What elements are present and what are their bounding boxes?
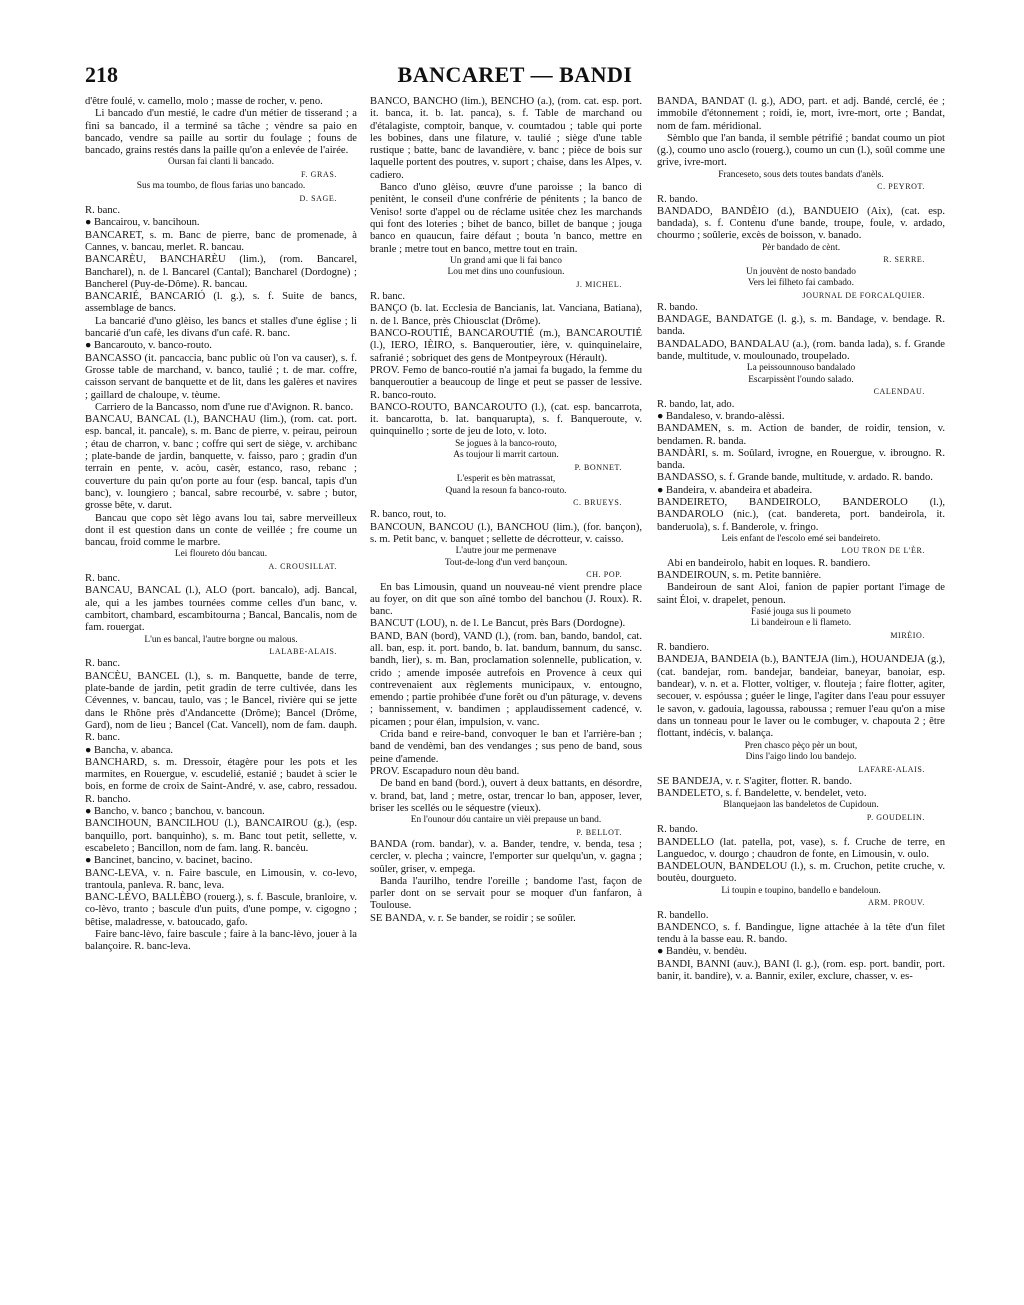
quotation-line: Un jouvènt de nosto bandado [746,266,856,277]
quotation-line: Franceseto, sous dets toutes bandats d'anèls. [718,169,884,180]
quotation-author: JOURNAL DE FORCALQUIER. [802,290,925,300]
dictionary-entry: R. banc. [85,573,121,585]
quotation-line: L'un es bancal, l'autre borgne ou malous. [144,634,298,645]
dictionary-entry: BANCHARD, s. m. Dressoir, étagère pour les pots et les marmites, en Rouergue, v. escudelié, estanié ; baudet à scier le bois, en forme de croix de Saint-André, v. ase, cabro, ressadou. R. bancho. [85,756,357,805]
dictionary-entry: BANDELETO, s. f. Bandelette, v. bendelet, veto. [657,788,867,800]
dictionary-entry: BANDA, BANDAT (l. g.), ADO, part. et adj. Bandé, cerclé, ée ; immobile d'étonnement ; roidi, ie, mort, ivre-mort, orte ; Bandat, nom de fam. méridional. [657,96,945,132]
dictionary-entry: BANCAU, BANCAL (l.), ALO (port. bancalo), adj. Bancal, ale, qui a les jambes tournées comme celles d'un banc, v. cambitort, chambard, escambitourna ; Bancal, Bancalis, nom de fam. rouergat. [85,585,357,634]
quotation-line: Pèr bandado de cènt. [761,242,841,253]
dictionary-entry: R. banco, rout, to. [370,509,447,521]
quotation-author: J. MICHEL. [576,279,622,289]
dictionary-entry: PROV. Escapaduro noun dèu band. [370,765,520,777]
dictionary-entry: BANDEIROUN, s. m. Petite bannière. [657,570,822,581]
quotation-author: R. SERRE. [883,255,925,265]
entry-paragraph: Sèmblo que l'an banda, il semble pétrifié ; bandat coumo un piot (g.), coumo uno asclo (rouerg.), coumo un cun (l.), soûl comme une grive, ivre-mort. [657,132,945,169]
quotation-line: Tout-de-long d'un verd bançoun. [444,557,568,568]
dictionary-entry: BANC-LÈVO, BALLÈBO (rouerg.), s. f. Bascule, branloire, v. co-lèvo, tranto ; bascule d'un puits, d'une pompe, v. cigogno ; bêtise, maladresse, v. batoucado, gafo. [85,892,357,928]
entry-paragraph: La bancarié d'uno glèiso, les bancs et stalles d'une église ; li bancarié d'un cafè, les divans d'un café. R. banc. [85,315,357,340]
dictionary-entry: SE BANDEJA, v. r. S'agiter, flotter. R. bando. [657,775,853,787]
dictionary-entry: ● Bancha, v. abanca. [85,744,174,756]
entry-paragraph: Carriero de la Bancasso, nom d'une rue d'Avignon. R. banco. [95,401,354,413]
quotation-line: L'autre jour me permenave [455,546,557,557]
entry-paragraph: Crida band e reire-band, convoquer le ban et l'arrière-ban ; band de vendèmi, ban des vendanges ; sus peno de band, sous peine d'amende. [370,729,642,765]
dictionary-entry: BANCO, BANCHO (lim.), BENCHO (a.), (rom. cat. esp. port. it. banca, it. b. lat. panca), s. f. Table de marchand ou d'étalagiste, comptoir, banque, v. coumtadou ; table qui porte les bobines, dans une filature, v. taulié ; siège d'une table rustique ; batte, banc de lavandière, v. banc ; pièce de bois sur laquelle portent des poutres, v. suport ; chaise, dans les Alpes, v. cadiero. [370,96,642,181]
dictionary-entry: R. bandiero. [657,642,710,654]
dictionary-entry: R. banc. [85,658,121,670]
dictionary-entry: BANDAGE, BANDATGE (l. g.), s. m. Bandage, v. bendage. R. banda. [657,314,945,338]
dictionary-entry: BANCAU, BANCAL (l.), BANCHAU (lim.), (rom. cat. port. esp. bancal, it. pancale), s. m. Banc de pierre, v. peirau, peiroun ; étau de charron, v. banc ; coffre qui sert de siège, v. archibanc ; plate-bande de jardin, banquette, v. faisso, paro ; gradin d'un terrain en pente, v. acòu, casèr, estanco, raso, rebanc ; couverture du pain qu'on porte au four (esp. bancal, tapis d'un banc), v. loungiero ; bancal, sabre recourbé, v. sabre ; butor, grosse bête, v. darut. [85,414,357,512]
entry-paragraph: Faire banc-lèvo, faire bascule ; faire à la banc-lèvo, jouer à la balançoire. R. banc-leva. [85,929,357,953]
quotation-line: Li toupin e toupino, bandello e bandeloun. [721,885,881,896]
dictionary-entry: R. banc. [370,291,406,303]
dictionary-entry: BANDEIRETO, BANDEIROLO, BANDEROLO (l.), BANDAROLO (nic.), (cat. bandereta, port. bandeirola, it. banderuola), s. f. Banderole, v. fringo. [657,497,945,533]
quotation-line: Lei floureto dóu bancau. [174,549,268,560]
dictionary-entry: BANCIHOUN, BANCILHOU (l.), BANCAIROU (g.), (esp. banquillo, port. banquinho), s. m. Banc tout petit, sellette, v. escabeleto ; Bancillon, nom de fam. lang. R. bancèu. [85,818,357,854]
quotation-author: F. GRAS. [301,169,337,179]
dictionary-columns [85,96,945,1296]
quotation-author: C. PEYROT. [877,182,925,192]
dictionary-entry: BANDÀRI, s. m. Soûlard, ivrogne, en Rouergue, v. ibrougno. R. banda. [657,447,945,472]
quotation-author: CALENDAU. [873,387,925,397]
dictionary-entry: ● Bandeira, v. abandeira et abadeira. [657,484,813,496]
dictionary-entry: R. bandello. [657,909,709,921]
dictionary-entry: ● Bancho, v. banco ; banchou, v. bancoun. [85,806,265,818]
dictionary-entry: BANCO-ROUTO, BANCAROUTO (l.), (cat. esp. bancarrota, it. bancarotta, b. lat. banquarupta), s. f. Banqueroute, v. quinquinello ; sorte de jeu de loto, v. loto. [370,401,642,438]
quotation-line: Escarpissènt l'oundo salado. [748,374,854,385]
quotation-author: LOU TRON DE L'ÈR. [841,546,925,556]
dictionary-entry: BANDENCO, s. f. Bandingue, ligne attachée à la tête d'un filet tendu à la basse eau. R. bando. [657,921,945,946]
quotation-line: Li bandeiroun e li flameto. [750,618,852,629]
quotation-author: MIRÈIO. [890,630,925,640]
column-left [85,96,357,954]
quotation-author: P. BONNET. [574,462,622,472]
quotation-line: Lou met dins uno counfusioun. [447,267,565,278]
dictionary-entry: BANDASSO, s. f. Grande bande, multitude, v. ardado. R. bando. [657,472,933,484]
quotation-author: P. GOUDELIN. [866,812,925,822]
quotation-author: LAFARE-ALAIS. [858,764,925,774]
quotation-author: CH. POP. [586,570,622,580]
quotation-line: Pren chasco pèço pèr un bout, [744,740,858,751]
dictionary-entry: ● Bandaleso, v. brando-alèssi. [657,410,785,422]
dictionary-entry: BANDELLO (lat. patella, pot, vase), s. f. Cruche de terre, en Languedoc, v. dourgo ; chaudron de fonte, en Limousin, v. oulo. [657,836,945,860]
quotation-line: Un grand ami que li fai banco [450,255,562,266]
quotation-line: As toujour li marrit cartoun. [453,450,559,461]
dictionary-entry: BANÇO (b. lat. Ecclesia de Bancianis, lat. Vanciana, Batiana), n. de l. Bance, près Chiousclat (Drôme). [370,303,642,327]
dictionary-entry: BANDA (rom. bandar), v. a. Bander, tendre, v. benda, tesa ; cercler, v. plecha ; vaincre, l'emporter sur quelqu'un, v. gagna ; soûler, griser, v. empega. [370,838,642,875]
dictionary-entry: BANDALADO, BANDALAU (a.), (rom. banda lada), s. f. Grande bande, multitude, v. moulounado, troupelado. [657,338,945,363]
entry-paragraph: Banco d'uno glèiso, œuvre d'une paroisse ; la banco di penitènt, le conseil d'une confrérie de pénitents ; la banco de Veniso! sorte d'appel ou de réclame usitée chez les marchands qui font des loteries ; bihet de banco, billet de banque ; jouga banco en quaucun, faire défaut ; bouta 'n banco, mettre en branle ; metre tout en banco, mettre tout en train. [370,182,642,255]
quotation-line: Vers lei filheto fai cambado. [748,278,854,289]
dictionary-entry: BANDELOUN, BANDELOU (l.), s. m. Cruchon, petite cruche, v. boutèu, dourgueto. [657,861,945,885]
entry-paragraph: Bandeiroun de sant Aloi, fanion de papier portant l'image de saint Éloi, v. drapelet, penoun. [657,582,945,606]
page-header [85,62,945,92]
dictionary-entry: BAND, BAN (bord), VAND (l.), (rom. ban, bando, bandol, cat. all. ban, esp. it. port. bando, b. lat. bandum, bannum, du sansc. bandh, lier), s. m. Ban, proclamation solennelle, publication, v. crido ; amende imposée autrefois en Provence à ceux qui contrevenaient aux règlements municipaux, v. entougno, emendo ; partie prohibée d'une forêt ou d'un pâturage, v. devens ; bannissement, v. bandimen ; applaudissement cadencé, v. picamen ; pour élan, impulsion, v. vanc. [370,630,642,728]
dictionary-entry: BANDEJA, BANDEIA (b.), BANTEJA (lim.), HOUANDEJA (g.), (cat. bandejar, rom. bandejar, bandeiar, baneyar, banoiar, esp. bandear), v. n. et a. Flotter, voltiger, v. flouteja ; faire flotter, agiter, secouer, v. espóussa ; guéer le linge, l'agiter dans l'eau pour essuyer le savon, v. gadouia, lagoussa, raboussa ; remuer l'eau qu'on a mise dans un tonneau pour le laver ou le combuger, v. chapouta 2 ; être flottant, indécis, v. balança. [657,654,945,740]
dictionary-entry: ● Bancarouto, v. banco-routo. [85,340,212,352]
quotation-line: Dins l'aigo lindo lou bandejo. [745,752,857,763]
quotation-line: Se jogues à la banco-routo, [455,438,557,449]
dictionary-entry: BANCARET, s. m. Banc de pierre, banc de promenade, à Cannes, v. bancau, merlet. R. bancau. [85,229,357,253]
dictionary-entry: BANDI, BANNI (auv.), BANI (l. g.), (rom. esp. port. bandir, port. banir, it. bandire), v. a. Bannir, exiler, exclure, chasser, v. es- [657,958,945,983]
entry-paragraph: Banda l'aurilho, tendre l'oreille ; bandome l'ast, façon de parler dont on se servait pour se moquer d'un fanfaron, à Toulouse. [370,875,642,912]
dictionary-entry: R. bando, lat, ado. [657,398,735,410]
dictionary-entry: BANCASSO (it. pancaccia, banc public où l'on va causer), s. f. Grosse table de marchand, v. banco, taulié ; t. de mar. coffre, caisson servant de banquette et de lit, dans les galères et navires ; gaillard de chaloupe, v. tèume. [85,352,357,401]
quotation-author: A. CROUSILLAT. [268,561,337,571]
quotation-line: Fasié jouga sus li poumeto [751,606,851,617]
quotation-line: En l'ounour dóu cantaire un vièi prepause un band. [410,815,602,826]
quotation-line: Blanquejaon las bandeletos de Cupidoun. [723,800,879,811]
quotation-author: P. BELLOT. [576,827,622,837]
dictionary-entry: ● Bancinet, bancino, v. bacinet, bacino. [85,855,253,867]
quotation-line: Oursan fai clanti li bancado. [168,157,274,168]
quotation-line: Quand la resoun fa banco-routo. [445,485,567,496]
dictionary-entry: R. bando. [657,193,698,205]
dictionary-entry: BANCÈU, BANCEL (l.), s. m. Banquette, bande de terre, plate-bande de jardin, petit gradin de terre cultivée, dans les Cévennes, v. bancau, taulo, vas ; le Bancel, rivière qui se jette dans le Rhône près d'Andancette (Drôme); Bancel (Drôme, Gard), nom de lieu ; Bancel (Cat. Vancell), nom de fam. dauph. R. banc. [85,670,357,744]
column-middle [370,96,642,925]
dictionary-entry: R. bando. [657,301,698,313]
dictionary-entry: BANDADO, BANDÈIO (d.), BANDUEIO (Aix), (cat. esp. bandada), s. f. Contenu d'une bande, troupe, foule, v. ardado, chourmo ; soûlerie, excès de boisson, v. banado. [657,205,945,242]
dictionary-entry: BANCARIÉ, BANCARIÓ (l. g.), s. f. Suite de bancs, assemblage de bancs. [85,291,357,315]
quotation-line: La peissounnouso bandalado [746,363,856,374]
entry-paragraph: Abi en bandeirolo, habit en loques. R. bandiero. [667,557,871,569]
dictionary-entry: BANCUT (LOU), n. de l. Le Bancut, près Bars (Dordogne). [370,618,626,630]
entry-paragraph: Li bancado d'un mestié, le cadre d'un métier de tisserand ; a fini sa bancado, il a terminé sa tâche ; vèndre sa paio en bancado, vendre sa paille au sortir du foulage ; founs de bancado, grains restés dans la paille qu'on a enlevée de l'airée. [85,108,357,157]
dictionary-entry: PROV. Femo de banco-routié n'a jamai fa bugado, la femme du banqueroutier a beaucoup de linge et peut se passer de lessive. R. banco-routo. [370,364,642,401]
dictionary-entry: ● Bandèu, v. bendèu. [657,946,747,958]
dictionary-entry: d'être foulé, v. camello, molo ; masse de rocher, v. peno. [85,96,323,107]
quotation-line: L'esperit es bèn matrassat, [456,474,556,485]
entry-paragraph: Bancau que copo sèt lègo avans lou tai, sabre merveilleux dont il est question dans un conte de veillée ; fre coume un bancau, froid comme le marbre. [85,512,357,549]
dictionary-entry: R. bando. [657,824,698,836]
quotation-author: LALABE-ALAIS. [269,647,337,657]
dictionary-entry: BANCOUN, BANCOU (l.), BANCHOU (lim.), (for. bançon), s. m. Petit banc, v. banquet ; sellette de décrotteur, v. caisso. [370,521,642,545]
entry-paragraph: En bas Limousin, quand un nouveau-né vient prendre place au foyer, on dit que son aîné tombo del banchou (J. Roux). R. banc. [370,581,642,618]
entry-paragraph: De band en band (bord.), ouvert à deux battants, en désordre, v. brand, bat, land ; metre, ostar, trencar lo ban, apposer, lever, briser les scellés ou le séquestre (vieux). [370,778,642,814]
page-number: 218 [85,62,118,87]
dictionary-entry: ● Bancairou, v. bancihoun. [85,217,200,229]
dictionary-entry: R. banc. [85,205,121,217]
quotation-line: Leis enfant de l'escolo emé sei bandeireto. [721,533,881,544]
dictionary-entry: BANC-LEVA, v. n. Faire bascule, en Limousin, v. co-levo, trantoula, panleva. R. banc, leva. [85,867,357,891]
quotation-line: Sus ma toumbo, de flous farias uno bancado. [136,181,306,192]
dictionary-entry: SE BANDA, v. r. Se bander, se roidir ; se soûler. [370,912,576,924]
quotation-author: C. BRUEYS. [573,498,622,508]
column-right [657,96,945,983]
dictionary-entry: BANCARÈU, BANCHARÈU (lim.), (rom. Bancarel, Bancharel), n. de l. Bancarel (Cantal); Bancharel (Dordogne) ; Bancherel (Puy-de-Dôme). R. bancau. [85,254,357,290]
quotation-author: D. SAGE. [299,193,337,203]
dictionary-entry: BANCO-ROUTIÉ, BANCAROUTIÉ (m.), BANCAROUTIÉ (l.), IERO, IÈIRO, s. Banqueroutier, ière, v. quinquinelaire, safranié ; sobriquet des gens de Montpeyroux (Hérault). [370,328,642,364]
running-head: BANCARET — BANDI [397,62,633,87]
dictionary-entry: BANDAMEN, s. m. Action de bander, de roidir, tension, v. bendamen. R. banda. [657,423,945,447]
quotation-author: ARM. PROUV. [868,898,925,908]
